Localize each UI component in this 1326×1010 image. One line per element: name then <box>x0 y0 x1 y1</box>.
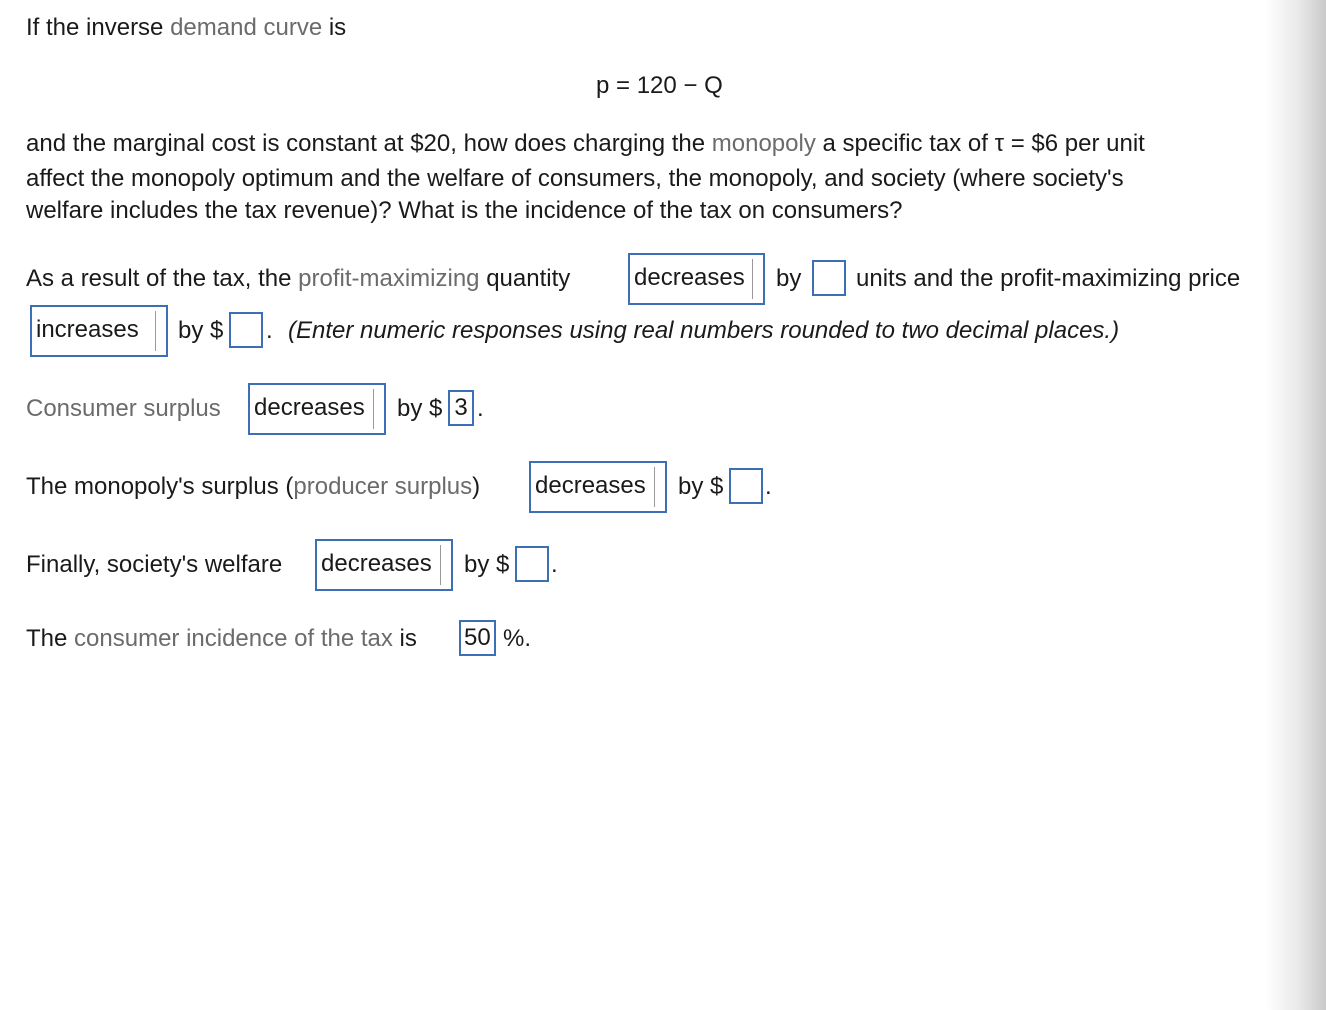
glossary-term-consumer-incidence[interactable]: consumer incidence of the tax <box>74 625 393 652</box>
dropdown-divider <box>654 467 655 507</box>
window-edge-shadow <box>1266 0 1326 1010</box>
price-change-input[interactable] <box>229 312 263 348</box>
producer-surplus-label <box>26 471 480 503</box>
society-welfare-input[interactable] <box>515 546 549 582</box>
intro-text-suffix: is <box>328 14 347 41</box>
question-line-2: affect the monopoly optimum and the welfare of consumers, the monopoly, and society (where society's <box>26 165 1124 192</box>
demand-equation: p = 120 − Q <box>596 72 723 99</box>
intro-text: If the inverse <box>26 14 164 41</box>
dropdown-value: decreases <box>634 264 745 291</box>
dropdown-value: decreases <box>321 550 432 577</box>
period: . <box>477 395 484 422</box>
society-welfare-dropdown[interactable] <box>315 539 453 591</box>
quantity-change-input[interactable] <box>812 260 846 296</box>
question-line-1 <box>26 128 1145 160</box>
ps-text-close: ) <box>472 473 481 500</box>
dropdown-value: increases <box>36 316 139 343</box>
producer-surplus-input[interactable] <box>729 468 763 504</box>
consumer-surplus-dropdown[interactable] <box>248 383 386 435</box>
period: . <box>765 473 772 500</box>
glossary-term-profit-maximizing[interactable]: profit-maximizing <box>298 265 480 292</box>
ci-text-is: is <box>399 625 417 652</box>
society-welfare-label: Finally, society's welfare <box>26 551 283 578</box>
answer-text-quantity: quantity <box>486 265 571 292</box>
producer-surplus-dropdown[interactable] <box>529 461 667 513</box>
answer-row-quantity <box>26 263 570 295</box>
quantity-direction-dropdown[interactable] <box>628 253 765 305</box>
dropdown-divider <box>752 259 753 299</box>
price-direction-dropdown[interactable] <box>30 305 168 357</box>
question-line-3: welfare includes the tax revenue)? What is the incidence of the tax on consumers? <box>26 197 903 224</box>
question-text: and the marginal cost is constant at $20, how does charging the <box>26 130 706 157</box>
period: . <box>266 317 273 344</box>
by-label: by <box>776 265 802 292</box>
ps-text: The monopoly's surplus ( <box>26 473 294 500</box>
ci-text: The <box>26 625 68 652</box>
glossary-term-producer-surplus[interactable]: producer surplus <box>293 473 473 500</box>
rounding-instruction: (Enter numeric responses using real numbers rounded to two decimal places.) <box>288 317 1120 344</box>
answer-text: As a result of the tax, the <box>26 265 292 292</box>
dropdown-value: decreases <box>535 472 646 499</box>
dropdown-divider <box>440 545 441 585</box>
consumer-incidence-input[interactable]: 50 <box>459 620 496 656</box>
glossary-term-demand-curve[interactable]: demand curve <box>170 14 323 41</box>
by-dollar-label: by $ <box>397 395 443 422</box>
dropdown-value: decreases <box>254 394 365 421</box>
consumer-incidence-label <box>26 623 417 655</box>
dropdown-divider <box>155 311 156 351</box>
by-dollar-label: by $ <box>178 317 224 344</box>
by-dollar-label: by $ <box>678 473 724 500</box>
question-text-tax: a specific tax of τ = $6 per unit <box>822 130 1145 157</box>
dropdown-divider <box>373 389 374 429</box>
consumer-surplus-input[interactable]: 3 <box>448 390 474 426</box>
percent-sign: %. <box>503 625 532 652</box>
intro-line <box>26 12 346 44</box>
by-dollar-label: by $ <box>464 551 510 578</box>
glossary-term-consumer-surplus[interactable]: Consumer surplus <box>26 395 221 422</box>
period: . <box>551 551 558 578</box>
glossary-term-monopoly[interactable]: monopoly <box>711 130 816 157</box>
answer-text-price: units and the profit-maximizing price <box>856 265 1241 292</box>
